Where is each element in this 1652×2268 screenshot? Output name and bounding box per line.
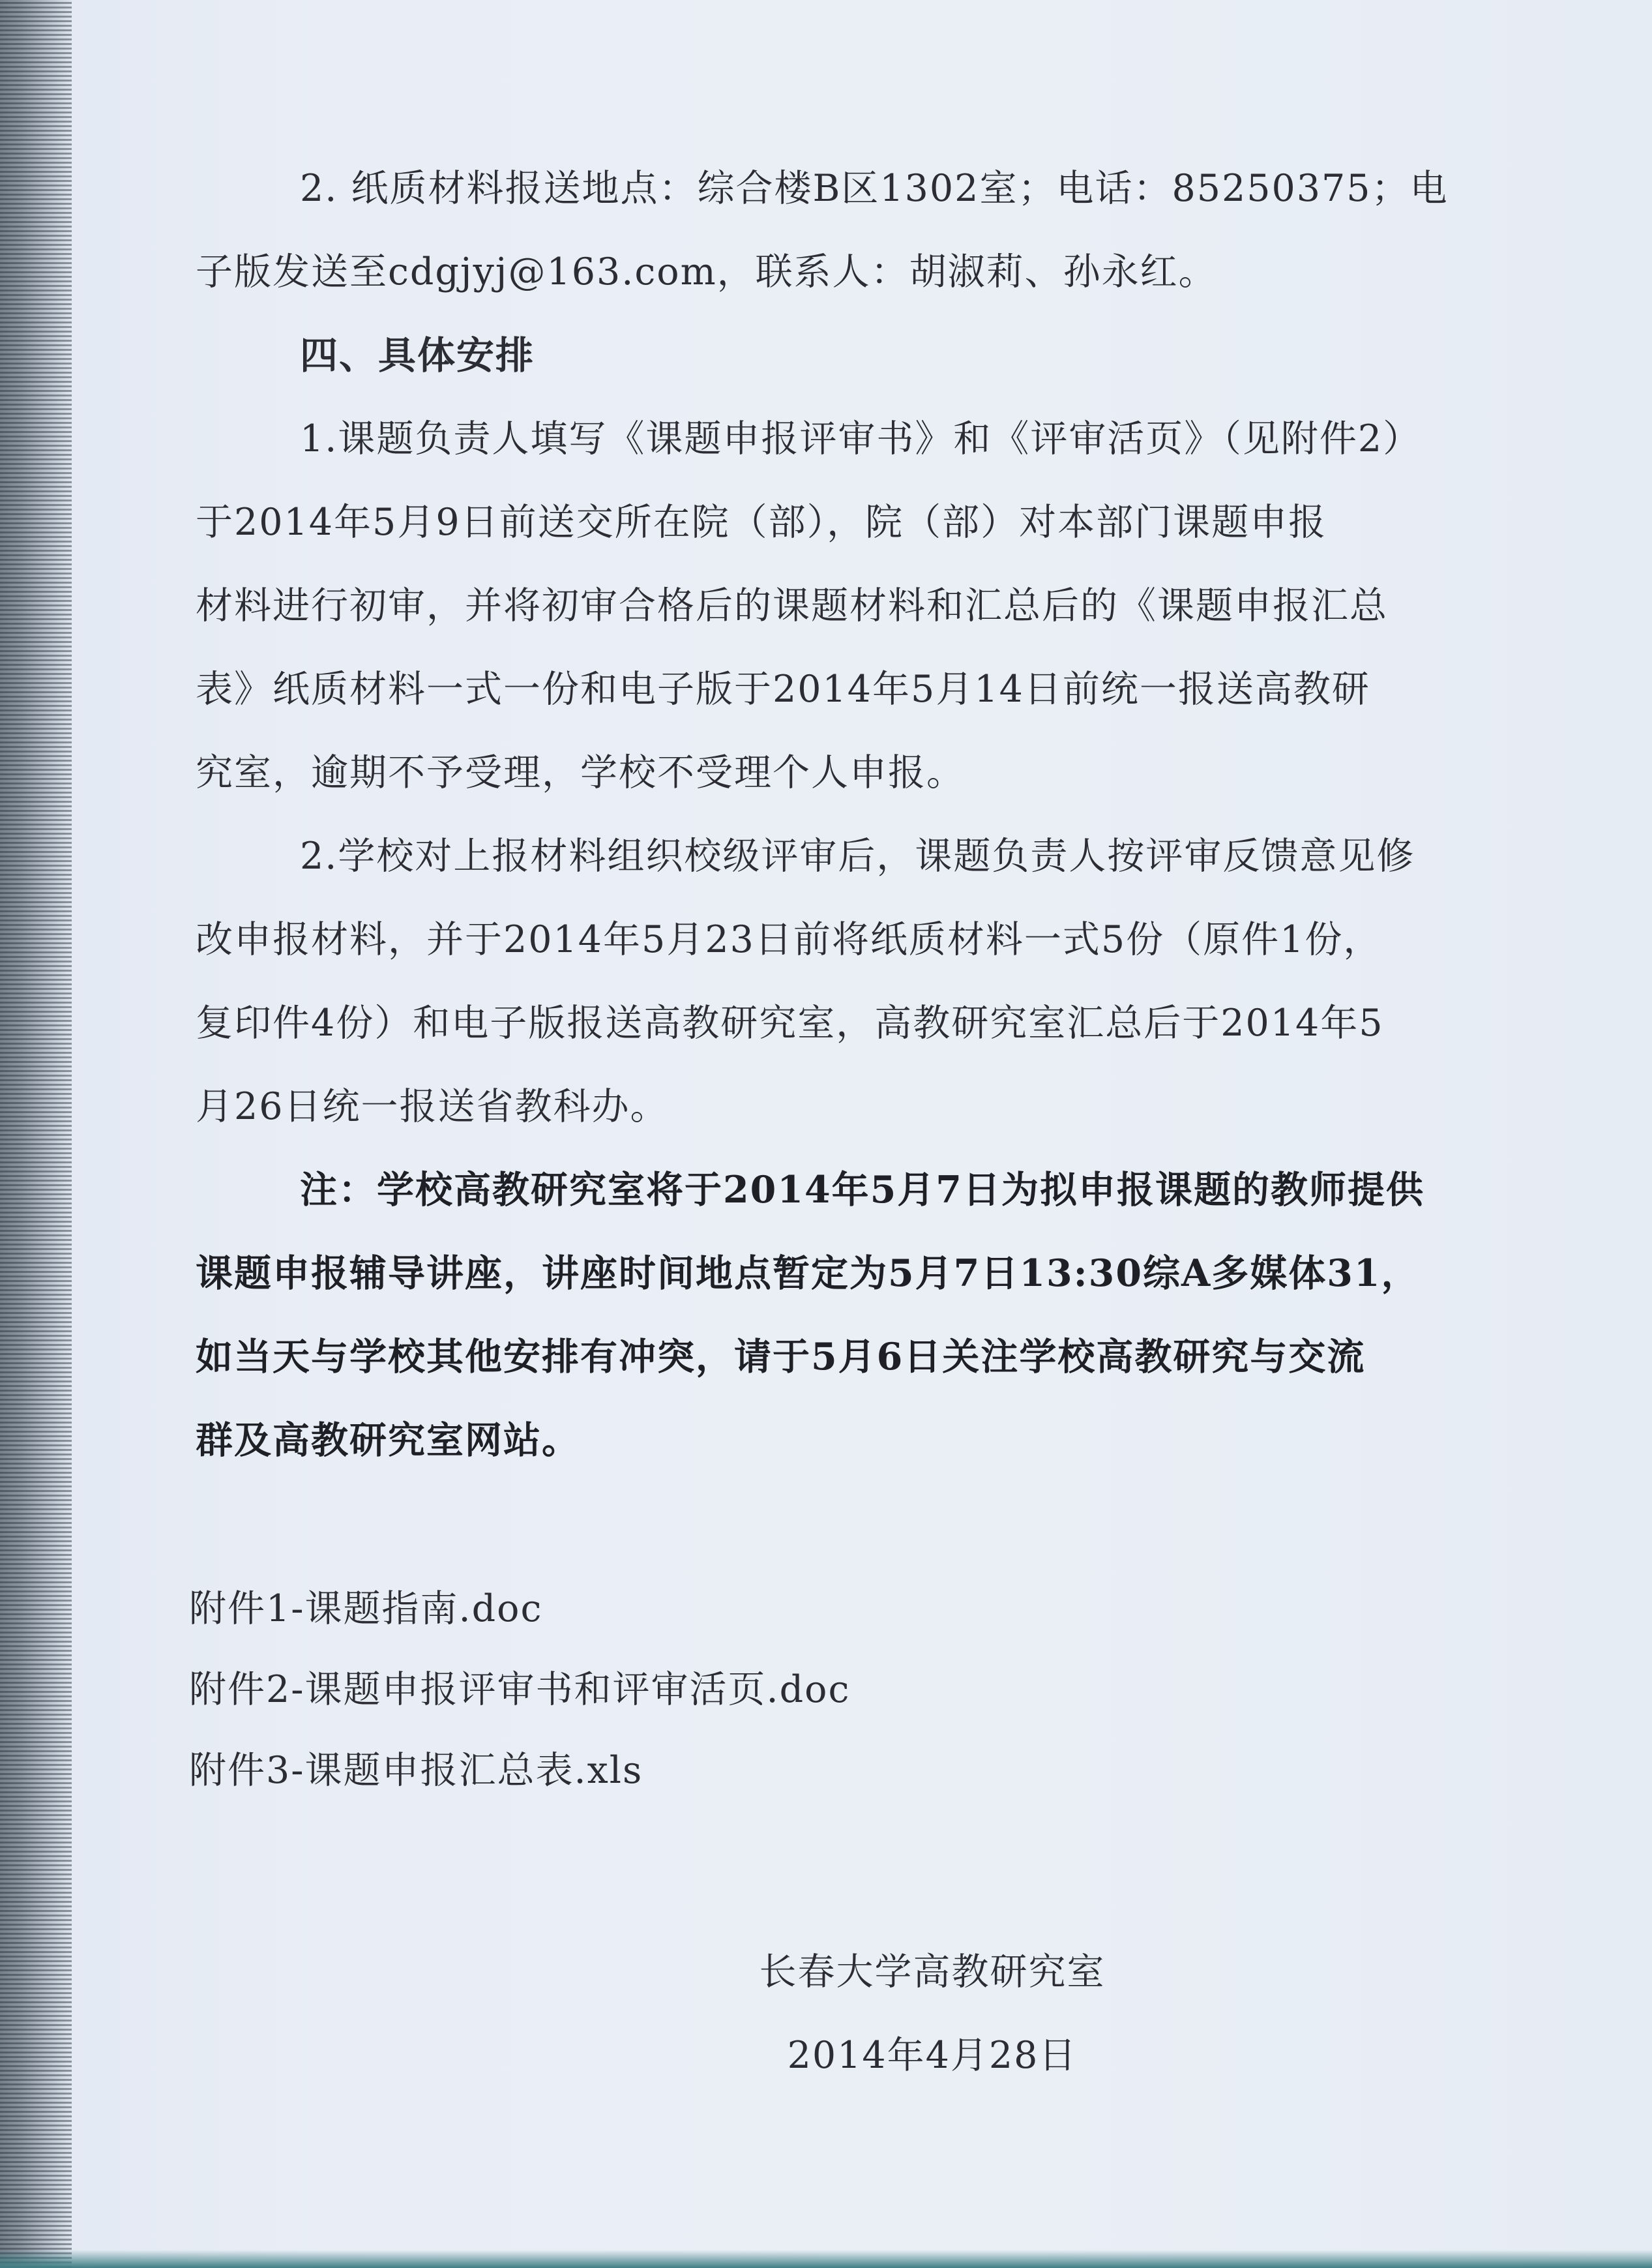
attachment-list: [189, 1568, 850, 1811]
note-line: 课题申报辅导讲座，讲座时间地点暂定为5月7日13:30综A多媒体31，: [196, 1251, 1420, 1295]
paragraph-line: 于2014年5月9日前送交所在院（部），院（部）对本部门课题申报: [196, 501, 1327, 544]
paragraph-line: 月26日统一报送省教科办。: [196, 1085, 669, 1128]
note-line: 注：学校高教研究室将于2014年5月7日为拟申报课题的教师提供: [300, 1168, 1424, 1212]
attachment-item: 附件2-课题申报评审书和评审活页.doc: [189, 1668, 851, 1711]
signature-block: [704, 1930, 1160, 2097]
paragraph-line: 2.学校对上报材料组织校级评审后，课题负责人按评审反馈意见修: [300, 835, 1415, 878]
signature-org: 长春大学高教研究室: [759, 1950, 1106, 1993]
paragraph-line: 2. 纸质材料报送地点：综合楼B区1302室；电话：85250375；电: [300, 167, 1449, 210]
attachment-item: 附件1-课题指南.doc: [189, 1587, 543, 1630]
paragraph-line: 子版发送至cdgjyj@163.com，联系人：胡淑莉、孙永红。: [196, 250, 1217, 293]
section-heading: 四、具体安排: [300, 333, 535, 378]
signature-date: 2014年4月28日: [787, 2034, 1078, 2077]
paragraph-line: 改申报材料，并于2014年5月23日前将纸质材料一式5份（原件1份，: [196, 918, 1382, 961]
paragraph-line: 表》纸质材料一式一份和电子版于2014年5月14日前统一报送高教研: [196, 668, 1370, 711]
document-body: [196, 147, 1486, 1482]
note-line: 如当天与学校其他安排有冲突，请于5月6日关注学校高教研究与交流: [196, 1335, 1366, 1379]
paragraph-line: 究室，逾期不予受理，学校不受理个人申报。: [196, 751, 965, 794]
paragraph-line: 1.课题负责人填写《课题申报评审书》和《评审活页》（见附件2）: [300, 417, 1422, 460]
scan-shadow-edge: [0, 0, 72, 2268]
note-line: 群及高教研究室网站。: [196, 1418, 580, 1462]
scan-shadow-bottom: [0, 2250, 1652, 2268]
paragraph-line: 复印件4份）和电子版报送高教研究室，高教研究室汇总后于2014年5: [196, 1002, 1384, 1045]
paragraph-line: 材料进行初审，并将初审合格后的课题材料和汇总后的《课题申报汇总: [196, 584, 1388, 627]
attachment-item: 附件3-课题申报汇总表.xls: [189, 1749, 643, 1792]
